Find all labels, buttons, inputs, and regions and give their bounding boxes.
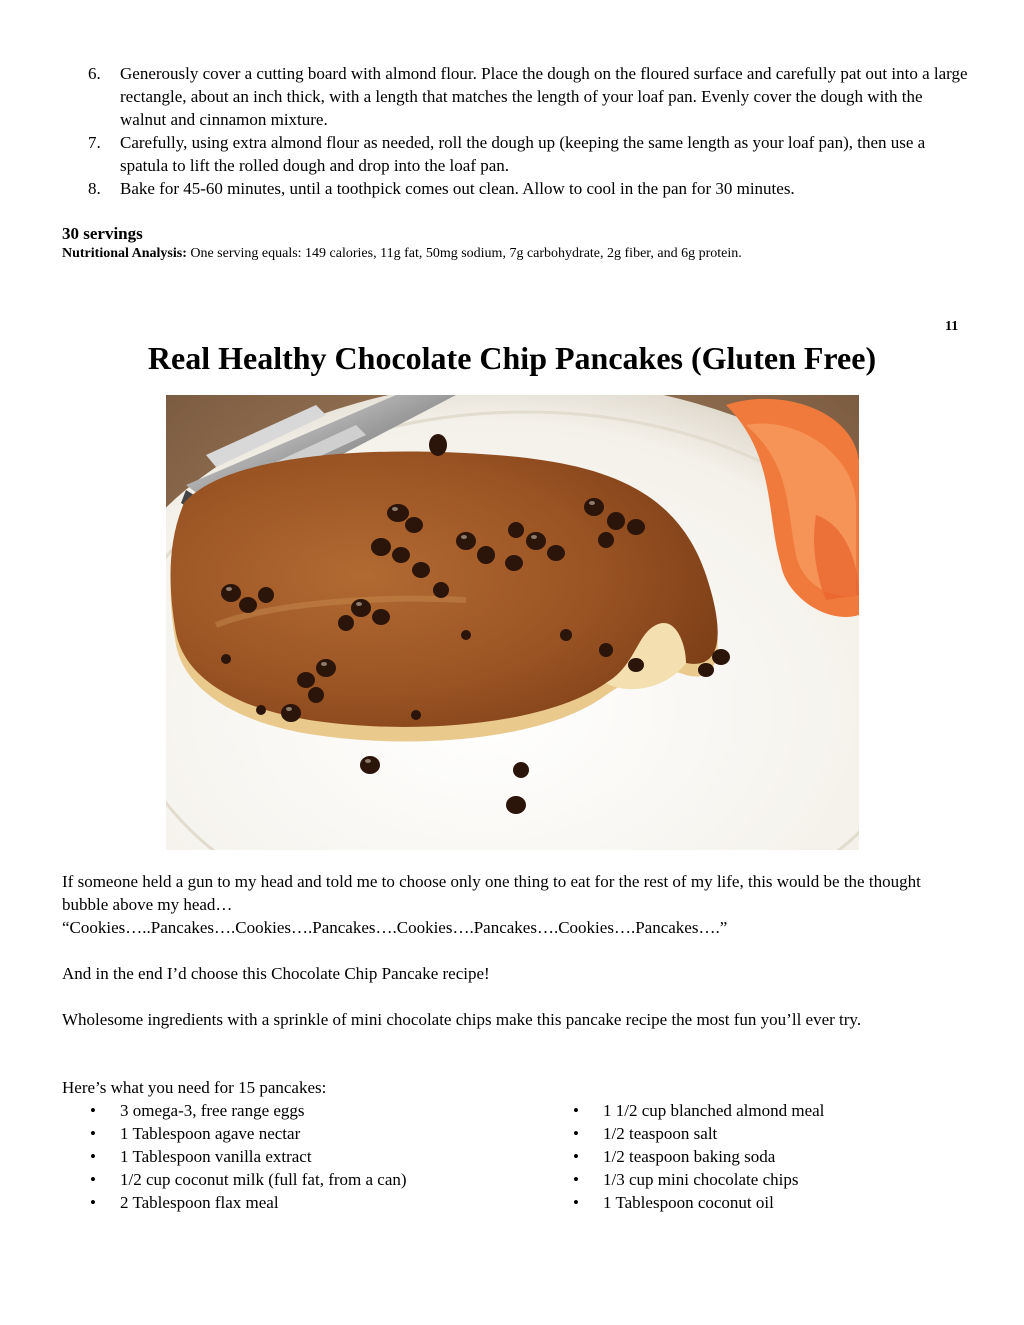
ingredients-heading: Here’s what you need for 15 pancakes:: [62, 1078, 327, 1097]
ingredient-text: 1 Tablespoon vanilla extract: [120, 1147, 312, 1166]
choice-paragraph: And in the end I’d choose this Chocolate Chip Pancake recipe!: [62, 964, 490, 983]
bullet-icon: •: [573, 1170, 579, 1189]
step-item: [88, 62, 968, 131]
ingredient-text: 1/2 teaspoon salt: [603, 1124, 718, 1143]
nutritional-analysis: [62, 245, 742, 263]
instruction-steps: [88, 62, 968, 200]
step-number: 7.: [88, 133, 101, 152]
step-text: Bake for 45-60 minutes, until a toothpick comes out clean. Allow to cool in the pan for 30 minutes.: [120, 179, 795, 198]
recipe-title: Real Healthy Chocolate Chip Pancakes (Gluten Free): [147, 340, 877, 376]
ingredient-item: [573, 1191, 824, 1214]
step-item: [88, 177, 968, 200]
bullet-icon: •: [90, 1147, 96, 1166]
ingredient-item: [573, 1122, 824, 1145]
ingredient-item: [573, 1168, 824, 1191]
bullet-icon: •: [573, 1124, 579, 1143]
pancake-photo: [166, 395, 859, 850]
bullet-icon: •: [90, 1170, 96, 1189]
bullet-icon: •: [573, 1147, 579, 1166]
bullet-icon: •: [90, 1101, 96, 1120]
intro-paragraph: [62, 870, 962, 939]
wholesome-paragraph: Wholesome ingredients with a sprinkle of mini chocolate chips make this pancake recipe the most fun you’ll ever try.: [62, 1010, 862, 1029]
ingredient-item: [573, 1145, 824, 1168]
nutrition-label: Nutritional Analysis:: [62, 246, 187, 261]
bullet-icon: •: [90, 1193, 96, 1212]
step-text: Carefully, using extra almond flour as needed, roll the dough up (keeping the same length as your loaf pan), then use a spatula to lift the rolled dough and drop into the loaf pan.: [120, 133, 926, 175]
ingredient-text: 1/2 teaspoon baking soda: [603, 1147, 776, 1166]
ingredient-text: 3 omega-3, free range eggs: [120, 1101, 305, 1120]
ingredient-text: 1 Tablespoon coconut oil: [603, 1193, 774, 1212]
step-number: 6.: [88, 64, 101, 83]
ingredient-item: [573, 1099, 824, 1122]
ingredient-text: 1/3 cup mini chocolate chips: [603, 1170, 799, 1189]
ingredient-item: [90, 1191, 407, 1214]
nutrition-text: One serving equals: 149 calories, 11g fat, 50mg sodium, 7g carbohydrate, 2g fiber, and 6g protein.: [186, 246, 742, 261]
ingredients-list-right: [573, 1099, 824, 1214]
step-text: Generously cover a cutting board with almond flour. Place the dough on the floured surface and carefully pat out into a large rectangle, about an inch thick, with a length that matches the length of your loaf pan. Evenly cover the dough with the walnut and cinnamon mixture.: [120, 64, 968, 129]
step-number: 8.: [88, 179, 101, 198]
intro-line-1: If someone held a gun to my head and told me to choose only one thing to eat for the rest of my life, this would be the thought bubble above my head…: [62, 872, 921, 914]
ingredient-text: 2 Tablespoon flax meal: [120, 1193, 279, 1212]
ingredient-text: 1 1/2 cup blanched almond meal: [603, 1101, 825, 1120]
step-item: [88, 131, 968, 177]
ingredient-item: [90, 1145, 407, 1168]
bullet-icon: •: [90, 1124, 96, 1143]
ingredient-item: [90, 1122, 407, 1145]
ingredients-list-left: [90, 1099, 407, 1214]
intro-line-2: “Cookies…..Pancakes….Cookies….Pancakes….Cookies….Pancakes….Cookies….Pancakes….”: [62, 918, 728, 937]
servings-count: 30 servings: [62, 224, 143, 243]
bullet-icon: •: [573, 1101, 579, 1120]
ingredient-item: [90, 1168, 407, 1191]
ingredient-item: [90, 1099, 407, 1122]
ingredient-text: 1 Tablespoon agave nectar: [120, 1124, 301, 1143]
ingredient-text: 1/2 cup coconut milk (full fat, from a can): [120, 1170, 407, 1189]
bullet-icon: •: [573, 1193, 579, 1212]
page-number: 11: [945, 319, 959, 334]
